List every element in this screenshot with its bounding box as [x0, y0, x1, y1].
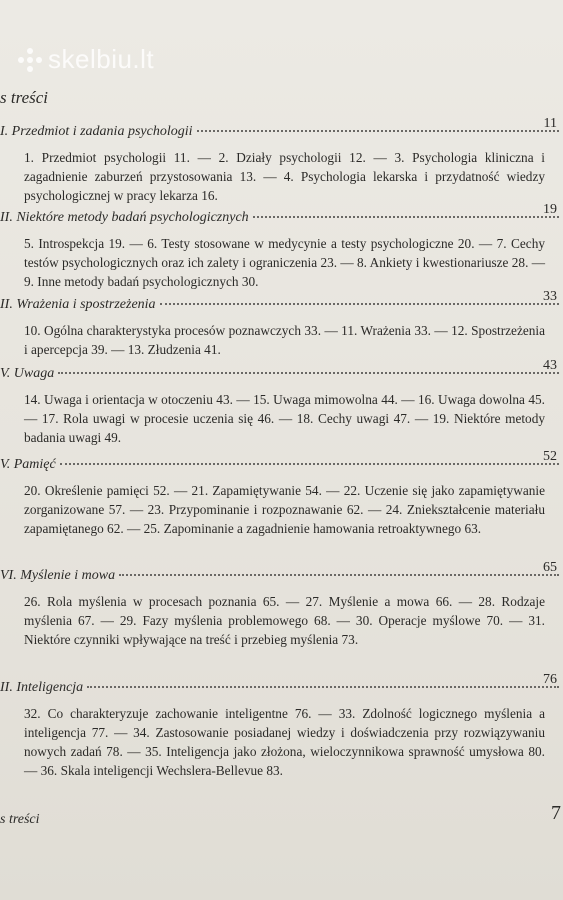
toc-entry-body: 26. Rola myślenia w procesach poznania 65. — 27. Myślenie a mowa 66. — 28. Rodzaje myślenia 67. — 29. Fazy myślenia problemowego 68. — 30. Operacje myślowe 70. — 31. Niektóre czynniki wpływające na treść i przebieg myślenia 73. [24, 594, 545, 647]
toc-entry-page: 65 [543, 560, 557, 575]
watermark-text: skelbiu.lt [48, 44, 155, 74]
leader-dots [119, 573, 559, 576]
leader-dots [60, 462, 559, 465]
toc-entry-title: I. Przedmiot i zadania psychologii [0, 124, 563, 140]
toc-entry-6 [0, 560, 563, 649]
watermark [18, 44, 154, 75]
toc-entry-1 [0, 116, 563, 205]
toc-entry-title: VI. Myślenie i mowa [0, 568, 563, 584]
running-title: s treści [0, 812, 40, 827]
leader-dots [58, 371, 559, 374]
leader-dots [87, 685, 559, 688]
toc-entry-body: 14. Uwaga i orientacja w otoczeniu 43. — 15. Uwaga mimowolna 44. — 16. Uwaga dowolna 45. — 17. Rola uwagi w procesie uczenia się 46. — 18. Cechy uwagi 47. — 19. Niektóre metody badania uwagi 49. [24, 392, 545, 445]
toc-entry-title: II. Inteligencja [0, 680, 563, 696]
toc-entry-body: 32. Co charakteryzuje zachowanie inteligentne 76. — 33. Zdolność logicznego myślenia a inteligencja 77. — 34. Zastosowanie posiadanej wiedzy i doświadczenia przy rozwiązywaniu nowych zadań 78. — 35. Inteligencja jako złożona, wieloczynnikowa sprawność umysłowa 80. — 36. Skala inteligencji Wechslera-Bellevue 83. [24, 706, 545, 778]
toc-entry-body: 5. Introspekcja 19. — 6. Testy stosowane w medycynie a testy psychologiczne 20. — 7. Cechy testów psychologicznych oraz ich zalety i ograniczenia 23. — 8. Ankiety i kwestionariusze 28. — 9. Inne metody badań psychologicznych 30. [24, 236, 546, 289]
toc-entry-title: V. Uwaga [0, 366, 563, 382]
toc-entry-body: 1. Przedmiot psychologii 11. — 2. Działy psychologii 12. — 3. Psychologia kliniczna i zagadnienie zaburzeń przystosowania 13. — 4. Psychologia lekarska i przydatność wiedzy psychologicznej w pracy lekarza 16. [24, 150, 545, 203]
toc-entry-title: II. Niektóre metody badań psychologicznych [0, 210, 563, 226]
toc-entry-body: 20. Określenie pamięci 52. — 21. Zapamiętywanie 54. — 22. Uczenie się jako zapamiętywanie zorganizowane 57. — 23. Przypominanie i rozpoznawanie 62. — 24. Zniekształcenie materiału zapamiętanego 62. — 25. Zapominanie a zagadnienie hamowania retroaktywnego 63. [24, 483, 545, 536]
toc-entry-title: II. Wrażenia i spostrzeżenia [0, 297, 563, 313]
toc-entry-page: 76 [543, 672, 557, 687]
toc-entry-5 [0, 449, 563, 538]
toc-entry-page: 52 [543, 449, 557, 464]
toc-entry-page: 33 [543, 289, 557, 304]
toc-entry-body: 10. Ogólna charakterystyka procesów poznawczych 33. — 11. Wrażenia 33. — 12. Spostrzeżenia i apercepcja 39. — 13. Złudzenia 41. [24, 323, 545, 357]
toc-entry-3 [0, 289, 563, 359]
leader-dots [160, 302, 559, 305]
toc-entry-page: 43 [543, 358, 557, 373]
toc-entry-page: 19 [543, 202, 557, 217]
toc-entry-4 [0, 358, 563, 447]
toc-entry-title: V. Pamięć [0, 457, 563, 473]
toc-entry-page: 11 [543, 116, 557, 131]
leader-dots [197, 129, 560, 132]
toc-entry-2 [0, 202, 563, 291]
page-footer [0, 802, 563, 828]
page-number: 7 [551, 802, 561, 824]
watermark-logo-icon [18, 48, 42, 72]
toc-entry-7 [0, 672, 563, 780]
leader-dots [253, 215, 559, 218]
toc-heading: s treści [0, 88, 49, 107]
